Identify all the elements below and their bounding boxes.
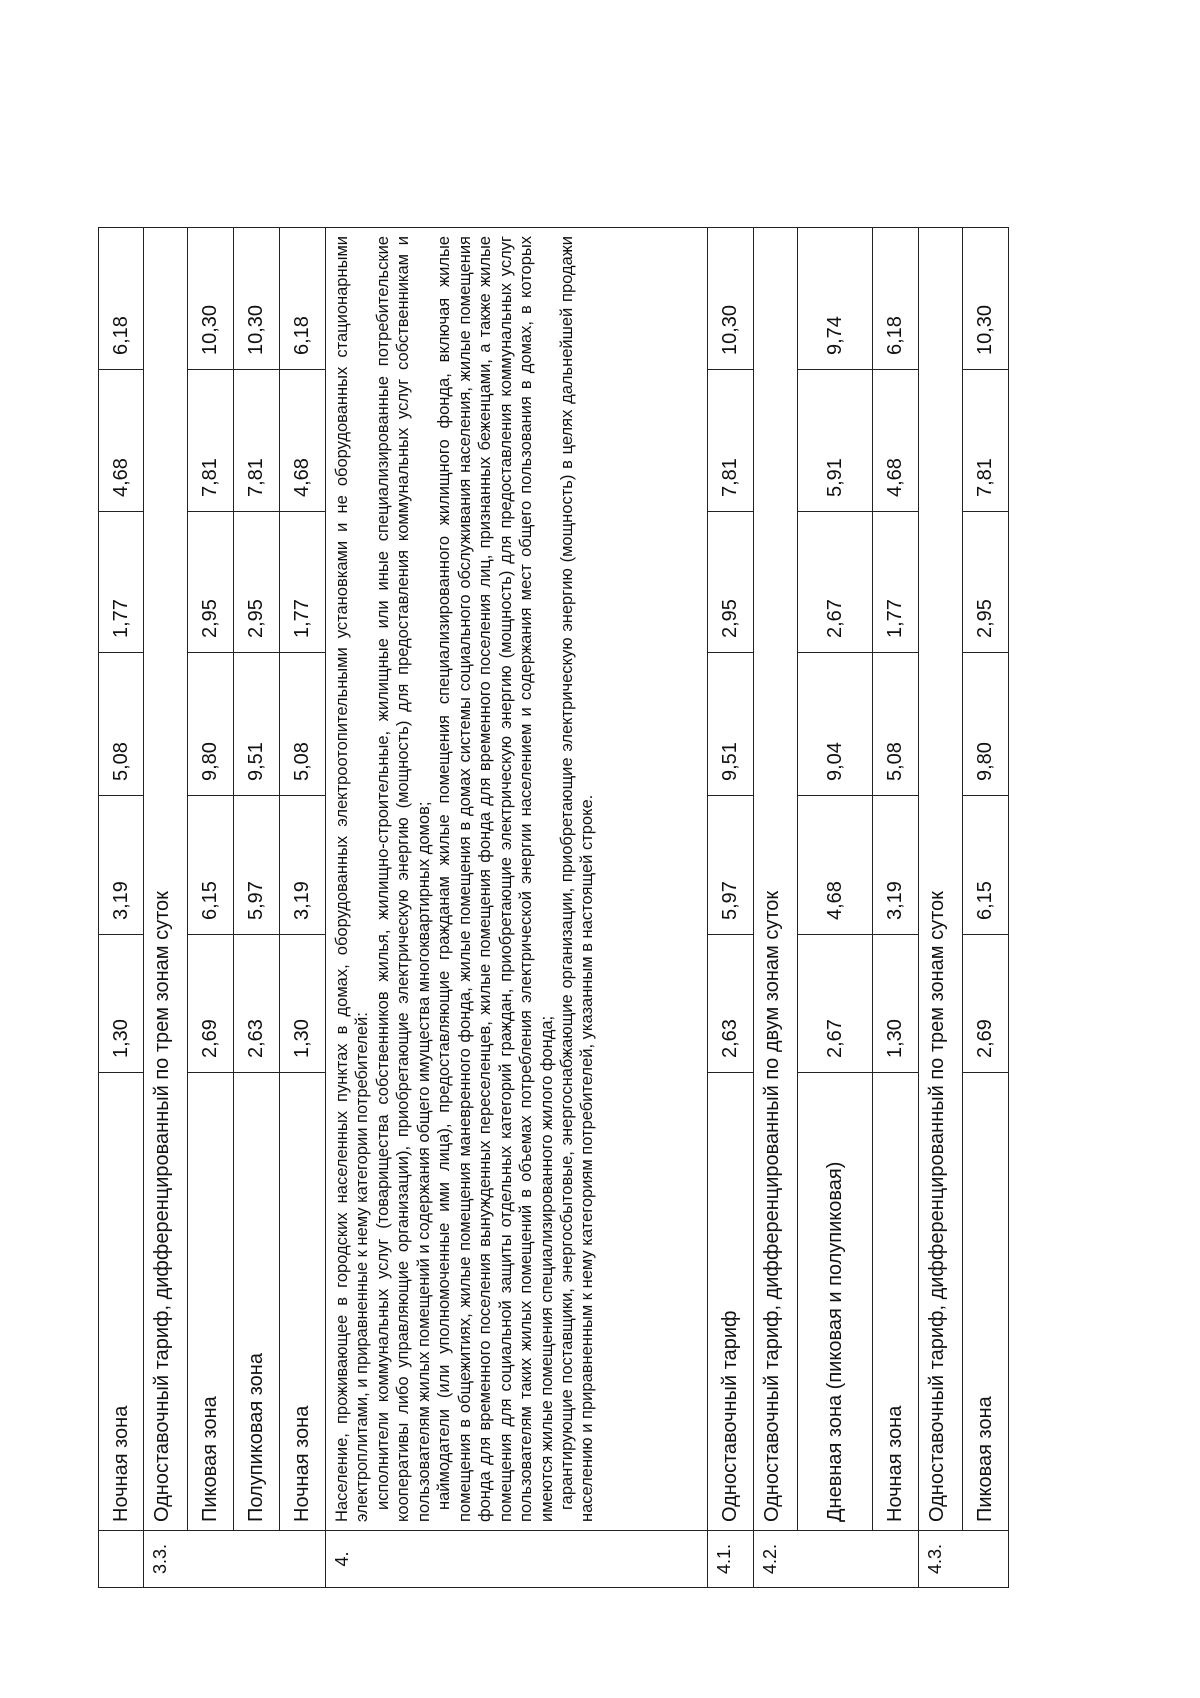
value-cell: 10,30: [708, 228, 754, 370]
value-cell: 1,30: [99, 935, 144, 1073]
value-cell: 9,80: [963, 653, 1009, 796]
section-title: Одноставочный тариф, дифференцированный по трем зонам суток: [919, 228, 963, 1531]
value-cell: 10,30: [188, 228, 234, 370]
value-cell: 7,81: [708, 370, 754, 512]
value-cell: 6,15: [963, 796, 1009, 935]
value-cell: 5,97: [708, 796, 754, 935]
table-row: [798, 228, 873, 1588]
value-cell: 9,51: [234, 653, 280, 796]
section-row: [919, 228, 963, 1588]
description-row: [326, 228, 708, 1588]
section-row: [144, 228, 188, 1588]
section-index: 4.3.: [919, 1531, 1009, 1588]
table-row: [873, 228, 919, 1588]
row-label: Ночная зона: [280, 1073, 326, 1531]
value-cell: 10,30: [963, 228, 1009, 370]
row-label: Дневная зона (пиковая и полупиковая): [798, 1073, 873, 1531]
value-cell: 4,68: [280, 370, 326, 512]
description-paragraph: Население, проживающее в городских населенных пунктах в домах, оборудованных электроотопительными установками и не оборудованных стационарными электроплитами, и приравненные к нему категории потребителей:: [333, 236, 372, 1522]
value-cell: 2,69: [188, 935, 234, 1073]
row-index: [99, 1531, 144, 1588]
value-cell: 1,77: [99, 512, 144, 653]
row-label: Ночная зона: [873, 1073, 919, 1531]
description-paragraph: гарантирующие поставщики, энергосбытовые, энергоснабжающие организации, приобретающие электрическую энергию (мощность) в целях дальнейшей продажи населению и приравненным к нему категориям потребителей, указанным в настоящей строке.: [557, 236, 597, 1522]
value-cell: 6,18: [280, 228, 326, 370]
row-label: Пиковая зона: [188, 1073, 234, 1531]
value-cell: 2,95: [708, 512, 754, 653]
row-label: Полупиковая зона: [234, 1073, 280, 1531]
table-row: [280, 228, 326, 1588]
value-cell: 5,08: [873, 653, 919, 796]
row-label: Ночная зона: [99, 1073, 144, 1531]
value-cell: 9,51: [708, 653, 754, 796]
value-cell: 3,19: [99, 796, 144, 935]
section-index: 4.2.: [754, 1531, 919, 1588]
value-cell: 1,77: [873, 512, 919, 653]
value-cell: 5,91: [798, 370, 873, 512]
row-label: Одноставочный тариф: [708, 1073, 754, 1531]
table-row: [99, 228, 144, 1588]
value-cell: 10,30: [234, 228, 280, 370]
value-cell: 2,67: [798, 512, 873, 653]
tariff-table: [98, 227, 1009, 1588]
value-cell: 9,04: [798, 653, 873, 796]
value-cell: 1,30: [873, 935, 919, 1073]
table-row: [963, 228, 1009, 1588]
value-cell: 6,18: [873, 228, 919, 370]
description-paragraph: наймодатели (или уполномоченные ими лица), предоставляющие гражданам жилые помещения специализированного жилищного фонда, включая жилые помещения в общежитиях, жилые помещения маневренного фонда, жилые помещения в домах системы социального обслуживания населения, жилые помещения фонда для временного поселения вынужденных переселенцев, жилые помещения фонда для временного поселения лиц, признанных беженцами, а также жилые помещения для социальной защиты отдельных категорий граждан, приобретающие электрическую энергию (мощность) для предоставления коммунальных услуг пользователям таких жилых помещений в объемах потребления электрической энергии населением и содержания мест общего пользования в домах, в которых имеются жилые помещения специализированного жилого фонда;: [435, 236, 556, 1522]
value-cell: 9,74: [798, 228, 873, 370]
value-cell: 2,63: [234, 935, 280, 1073]
value-cell: 2,95: [963, 512, 1009, 653]
value-cell: 1,77: [280, 512, 326, 653]
value-cell: 7,81: [188, 370, 234, 512]
value-cell: 3,19: [873, 796, 919, 935]
value-cell: 1,30: [280, 935, 326, 1073]
value-cell: 6,15: [188, 796, 234, 935]
table-row: [188, 228, 234, 1588]
table-row: [234, 228, 280, 1588]
value-cell: 2,69: [963, 935, 1009, 1073]
value-cell: 2,95: [234, 512, 280, 653]
value-cell: 2,67: [798, 935, 873, 1073]
value-cell: 4,68: [798, 796, 873, 935]
description-paragraph: исполнители коммунальных услуг (товарищества собственников жилья, жилищно-строительные, жилищные или иные специализированные потребительские кооперативы либо управляющие организации), приобретающие электрическую энергию (мощность) для предоставления коммунальных услуг собственникам и пользователям жилых помещений и содержания общего имущества многоквартирных домов;: [373, 236, 433, 1522]
value-cell: 5,97: [234, 796, 280, 935]
table-row: [708, 228, 754, 1588]
value-cell: 3,19: [280, 796, 326, 935]
value-cell: 5,08: [280, 653, 326, 796]
value-cell: 5,08: [99, 653, 144, 796]
section-title: Одноставочный тариф, дифференцированный по двум зонам суток: [754, 228, 798, 1531]
value-cell: 7,81: [963, 370, 1009, 512]
value-cell: 9,80: [188, 653, 234, 796]
section-row: [754, 228, 798, 1588]
value-cell: 7,81: [234, 370, 280, 512]
rotated-page: [0, 128, 1200, 1698]
consumer-category-description: [326, 228, 708, 1531]
value-cell: 4,68: [873, 370, 919, 512]
section-index: 4.: [326, 1531, 708, 1588]
section-index: 4.1.: [708, 1531, 754, 1588]
value-cell: 2,63: [708, 935, 754, 1073]
value-cell: 2,95: [188, 512, 234, 653]
value-cell: 6,18: [99, 228, 144, 370]
section-index: 3.3.: [144, 1531, 326, 1588]
value-cell: 4,68: [99, 370, 144, 512]
section-title: Одноставочный тариф, дифференцированный по трем зонам суток: [144, 228, 188, 1531]
row-label: Пиковая зона: [963, 1073, 1009, 1531]
